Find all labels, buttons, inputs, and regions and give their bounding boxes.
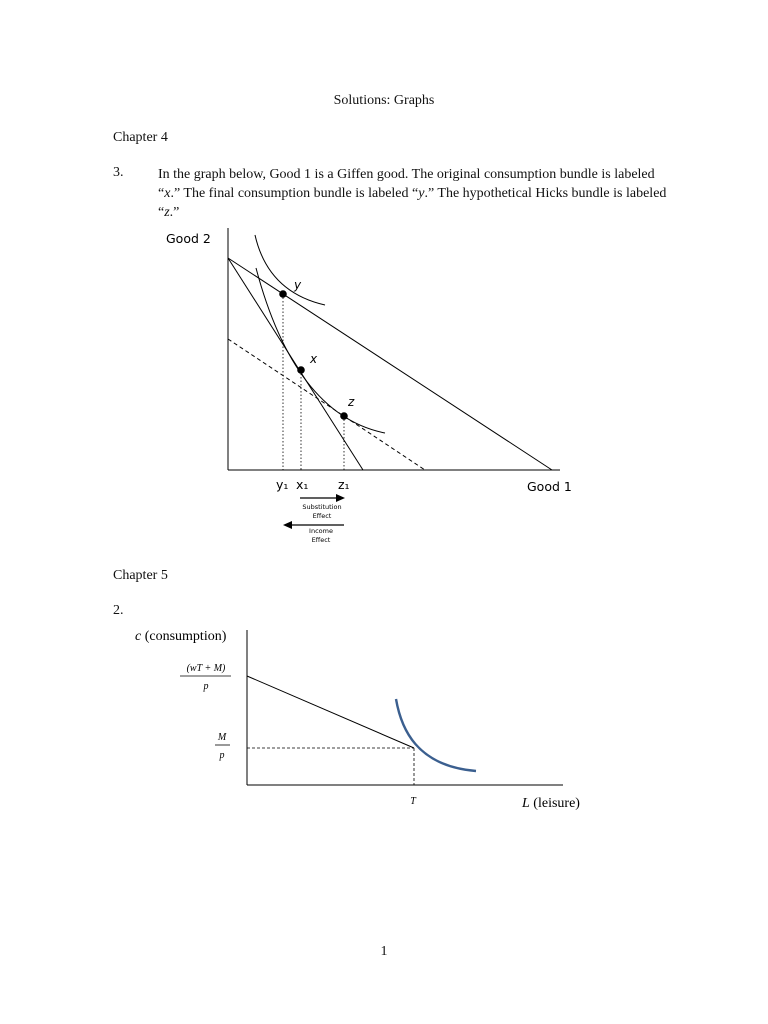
upper-tick-numerator: (wT + M): [186, 663, 226, 674]
substitution-effect-label-line1: Substitution: [302, 503, 342, 511]
good1-axis-label: Good 1: [527, 479, 572, 494]
lower-tick-numerator: M: [217, 732, 227, 743]
question-3-number: 3.: [113, 165, 124, 180]
point-label-y: y: [294, 278, 302, 292]
substitution-effect-label-line2: Effect: [312, 512, 332, 520]
question-2-number: 2.: [113, 603, 124, 618]
consumption-axis-var: c: [135, 629, 142, 644]
upper-tick-denominator: p: [203, 681, 209, 692]
question-text-part: .” The hypothetical Hicks bundle is labeled “: [158, 186, 667, 220]
budget-line: [247, 676, 414, 748]
chapter-4-heading: Chapter 4: [113, 130, 168, 145]
page-number: 1: [380, 944, 388, 959]
question-text-part: In the graph below, Good 1 is a Giffen good. The original consumption bundle is labeled “: [158, 167, 655, 201]
leisure-axis-var: L: [522, 796, 530, 811]
leisure-axis-label: [521, 796, 580, 811]
question-text-var-z: z: [164, 205, 170, 220]
point-label-x: x: [310, 352, 318, 366]
lower-tick-denominator: p: [219, 750, 225, 761]
leisure-axis-text: (leisure): [529, 796, 580, 811]
question-text-part: .” The final consumption bundle is labeled “: [170, 186, 419, 201]
question-text-part: .”: [169, 205, 180, 220]
consumption-axis-text: (consumption): [141, 629, 227, 644]
tick-label-x1: x₁: [296, 477, 309, 492]
good2-axis-label: Good 2: [166, 231, 211, 246]
time-endowment-tick: T: [410, 796, 416, 807]
question-text-var-x: x: [164, 186, 171, 201]
question-text-var-y: y: [418, 186, 425, 201]
tick-label-z1: z₁: [338, 477, 350, 492]
consumption-axis-label: [135, 629, 227, 644]
chapter-5-heading: Chapter 5: [113, 568, 168, 583]
point-label-z: z: [348, 395, 355, 409]
tick-label-y1: y₁: [276, 477, 289, 492]
income-effect-label-line1: Income: [309, 527, 333, 535]
income-effect-label-line2: Effect: [311, 536, 331, 544]
indifference-curve: [396, 699, 476, 771]
page-title: Solutions: Graphs: [333, 93, 435, 108]
